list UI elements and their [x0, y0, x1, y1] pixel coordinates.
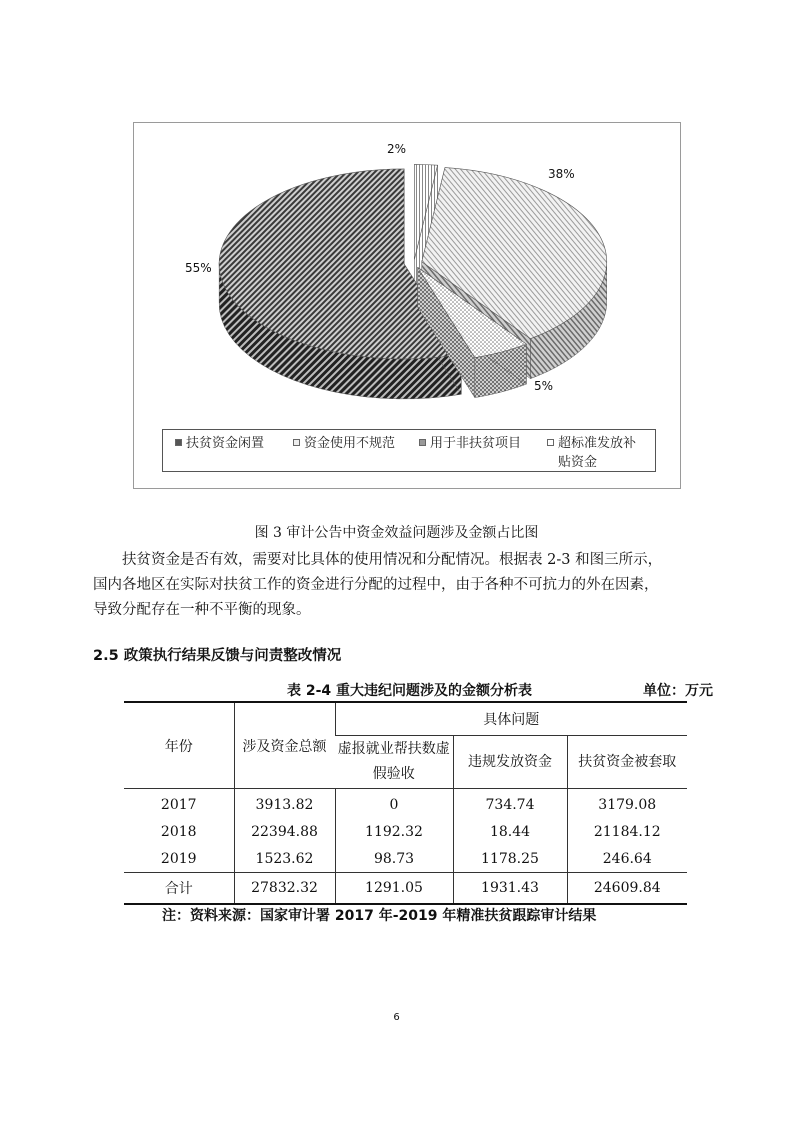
paragraph-line: 扶贫资金是否有效，需要对比具体的使用情况和分配情况。根据表 2-3 和图三所示， — [122, 552, 663, 568]
data-label-55pct: 55% — [185, 261, 212, 275]
table-row — [124, 845, 687, 873]
legend-label: 超标准发放补贴资金 — [558, 436, 637, 470]
cell-total: 27832.32 — [234, 873, 335, 905]
table-row — [124, 789, 687, 819]
header-total: 涉及资金总额 — [234, 702, 335, 789]
cell-c3: 246.64 — [567, 845, 687, 873]
data-label-38pct: 38% — [548, 167, 575, 181]
page-number: 6 — [393, 1012, 400, 1023]
cell-c3: 3179.08 — [567, 789, 687, 819]
legend-item-idle — [175, 434, 264, 453]
legend-swatch-vertical-icon — [547, 439, 554, 446]
pie-chart-figure — [133, 122, 681, 489]
data-label-5pct: 5% — [534, 379, 554, 393]
header-col1-text: 虚报就业帮扶数虚假验收 — [337, 741, 450, 782]
table-unit: 单位：万元 — [643, 683, 713, 699]
table-total-row — [124, 873, 687, 905]
paragraph-line: 导致分配存在一种不平衡的现象。 — [93, 602, 311, 618]
legend-item-over-standard — [547, 434, 647, 472]
table-row — [124, 818, 687, 845]
cell-c3: 24609.84 — [567, 873, 687, 905]
header-col1 — [335, 736, 453, 789]
paragraph-line: 国内各地区在实际对扶贫工作的资金进行分配的过程中，由于各种不可抗力的外在因素， — [93, 577, 659, 593]
figure-caption: 图 3 审计公告中资金效益问题涉及金额占比图 — [254, 525, 539, 541]
cell-c2: 1931.43 — [453, 873, 567, 905]
legend-swatch-dots-icon — [419, 439, 426, 446]
header-group: 具体问题 — [335, 702, 687, 736]
legend-item-non-poverty — [419, 434, 521, 453]
cell-c1: 1192.32 — [335, 818, 453, 845]
header-col2: 违规发放资金 — [453, 736, 567, 789]
cell-c2: 18.44 — [453, 818, 567, 845]
cell-c1: 0 — [335, 789, 453, 819]
cell-total: 3913.82 — [234, 789, 335, 819]
legend-label: 资金使用不规范 — [304, 436, 396, 451]
legend-label: 扶贫资金闲置 — [186, 436, 265, 451]
amount-analysis-table — [124, 701, 687, 905]
cell-c1: 98.73 — [335, 845, 453, 873]
header-year: 年份 — [124, 702, 234, 789]
cell-year: 2018 — [160, 823, 197, 840]
section-heading: 2.5 政策执行结果反馈与问责整改情况 — [93, 648, 342, 664]
cell-year: 合计 — [124, 873, 234, 905]
cell-year: 2019 — [160, 850, 197, 867]
cell-c2: 1178.25 — [453, 845, 567, 873]
legend-swatch-diagonal-icon — [175, 439, 182, 446]
body-paragraph — [93, 548, 708, 623]
cell-c1: 1291.05 — [335, 873, 453, 905]
table-source-note: 注：资料来源：国家审计署 2017 年-2019 年精准扶贫跟踪审计结果 — [162, 908, 597, 924]
header-col3: 扶贫资金被套取 — [567, 736, 687, 789]
cell-c3: 21184.12 — [567, 818, 687, 845]
cell-year: 2017 — [160, 796, 197, 813]
cell-total: 22394.88 — [234, 818, 335, 845]
legend-label: 用于非扶贫项目 — [430, 436, 522, 451]
table-title: 表 2-4 重大违纪问题涉及的金额分析表 — [287, 683, 533, 699]
legend-swatch-light-icon — [293, 439, 300, 446]
data-label-2pct: 2% — [387, 142, 407, 156]
cell-total: 1523.62 — [234, 845, 335, 873]
legend-item-irregular — [293, 434, 395, 453]
chart-legend — [162, 429, 656, 472]
cell-c2: 734.74 — [453, 789, 567, 819]
